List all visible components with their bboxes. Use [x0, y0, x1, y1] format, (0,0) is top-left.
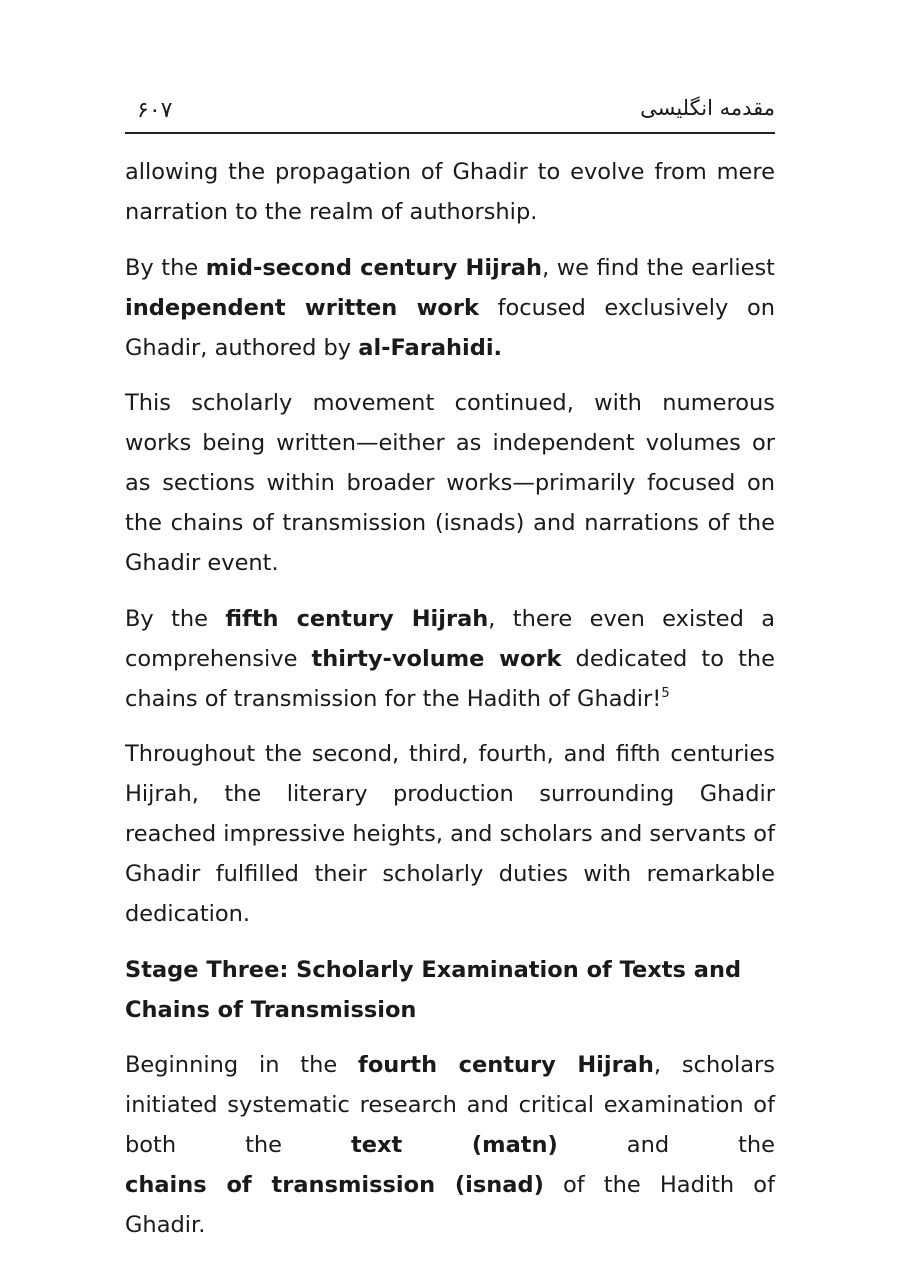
bold-phrase: chains of transmission (isnad) [125, 1172, 544, 1198]
page-body [125, 152, 775, 1261]
paragraph-text: This scholarly movement continued, with numerous works being written—either as independent volumes or as sections within broader works—primarily focused on the chains of transmission (isnads) and narrations of the Ghadir event. [125, 390, 775, 576]
paragraph [125, 248, 775, 368]
paragraph-text: Throughout the second, third, fourth, and fifth centuries Hijrah, the literary production surrounding Ghadir reached impressive heights, and scholars and servants of Ghadir fulfilled their scholarly duties with remarkable dedication. [125, 741, 775, 927]
paragraph-text: and the [557, 1132, 775, 1158]
bold-phrase: independent written work [125, 294, 479, 321]
bold-phrase: fifth century Hijrah [225, 605, 489, 632]
paragraph-text: focused exclusively on Ghadir, authored by [125, 294, 775, 361]
paragraph-text: By the [125, 254, 206, 281]
paragraph [125, 383, 775, 583]
paragraph-text: dedicated to the chains of transmission for the Hadith of Ghadir! [125, 645, 775, 712]
paragraph [125, 734, 775, 934]
paragraph [125, 1045, 775, 1245]
paragraph-text: of the Hadith of Ghadir. [125, 1172, 775, 1238]
paragraph [125, 152, 775, 232]
bold-phrase: thirty-volume work [311, 645, 562, 672]
page-number: ۶۰۷ [137, 98, 173, 123]
page-header [125, 96, 775, 134]
paragraph-text: , scholars initiated systematic research and critical examination of both the [125, 1052, 775, 1158]
paragraph-text: , there even existed a comprehensive [125, 605, 775, 672]
bold-phrase: mid-second century Hijrah [205, 254, 543, 281]
paragraph-text: allowing the propagation of Ghadir to evolve from mere narration to the realm of authorship. [125, 159, 775, 225]
section-heading: Stage Three: Scholarly Examination of Texts and Chains of Transmission [125, 956, 742, 1023]
paragraph-text: Beginning in the [125, 1052, 359, 1078]
running-title: مقدمه انگلیسی [640, 96, 775, 120]
paragraph-text: , we find the earliest [542, 254, 776, 281]
bold-phrase: fourth century Hijrah [358, 1052, 654, 1078]
paragraph-text: By the [125, 605, 226, 632]
paragraph [125, 599, 775, 719]
bold-phrase: text (matn) [350, 1132, 558, 1158]
footnote-marker[interactable]: 5 [661, 685, 670, 701]
bold-phrase: al-Farahidi. [358, 334, 503, 361]
